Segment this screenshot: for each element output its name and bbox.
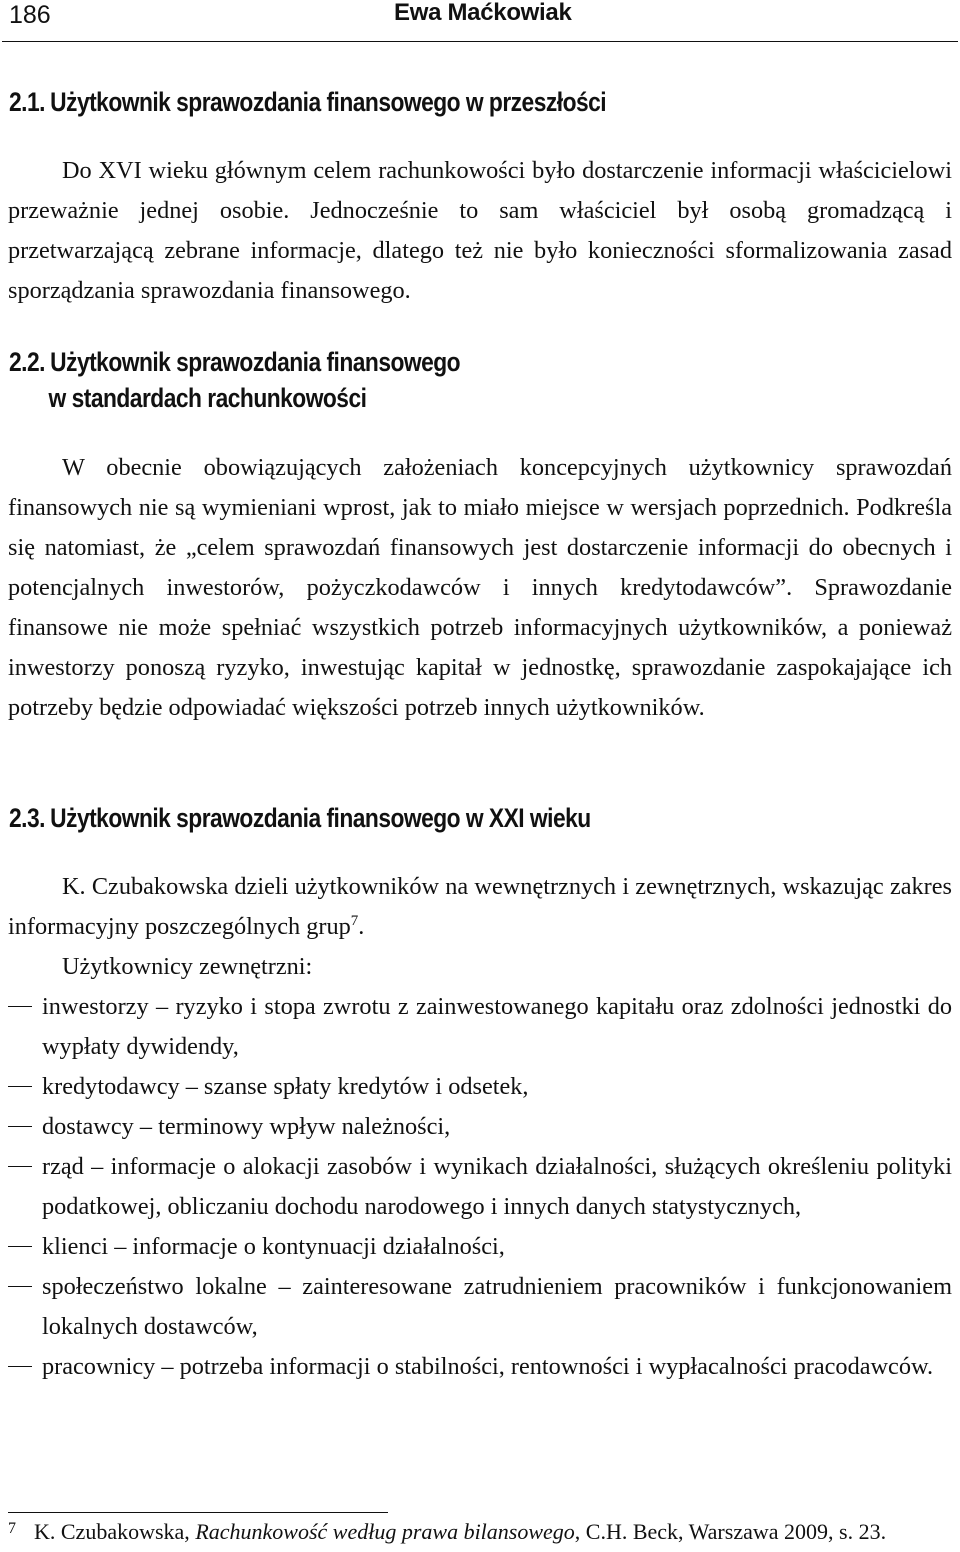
footnote-rest: , C.H. Beck, Warszawa 2009, s. 23. bbox=[574, 1519, 887, 1544]
section-number: 2.2. bbox=[9, 347, 45, 377]
dash-bullet bbox=[8, 1086, 32, 1087]
section-title: Użytkownik sprawozdania finansowego w przeszłości bbox=[50, 87, 607, 117]
section-number: 2.3. bbox=[9, 803, 45, 833]
paragraph-2-3 bbox=[8, 867, 952, 987]
list-item-text: klienci – informacje o kontynuacji działalności, bbox=[42, 1233, 505, 1260]
list-item bbox=[8, 1067, 952, 1107]
footnote-reference[interactable]: 7 bbox=[350, 912, 359, 929]
dash-bullet bbox=[8, 1286, 32, 1287]
running-head bbox=[0, 0, 960, 44]
dash-bullet bbox=[8, 1006, 32, 1007]
list-item-text: rząd – informacje o alokacji zasobów i wynikach działalności, służących określeniu polityki podatkowej, obliczaniu dochodu narodowego i innych danych statystycznych, bbox=[42, 1153, 952, 1220]
footnote-author: K. Czubakowska, bbox=[34, 1519, 196, 1544]
external-users-list bbox=[8, 987, 952, 1387]
paragraph-text: Do XVI wieku głównym celem rachunkowości było dostarczenie informacji właścicielowi przeważnie jednej osobie. Jednocześnie to sam właściciel był osobą gromadzącą i przetwarzającą zebrane informacje, dlatego też nie było konieczności sformalizowania zasad sporządzania sprawozdania finansowego. bbox=[8, 157, 952, 304]
dash-bullet bbox=[8, 1166, 32, 1167]
dash-bullet bbox=[8, 1366, 32, 1367]
section-number: 2.1. bbox=[9, 87, 45, 117]
list-item bbox=[8, 1267, 952, 1347]
footnote-title: Rachunkowość według prawa bilansowego bbox=[195, 1519, 575, 1544]
list-intro: Użytkownicy zewnętrzni: bbox=[62, 953, 313, 980]
list-item-text: dostawcy – terminowy wpływ należności, bbox=[42, 1113, 451, 1140]
page-number: 186 bbox=[9, 1, 51, 29]
list-item-text: pracownicy – potrzeba informacji o stabilności, rentowności i wypłacalności pracodawców. bbox=[42, 1353, 934, 1380]
section-heading-2-1 bbox=[9, 84, 606, 120]
paragraph-2-1 bbox=[8, 151, 952, 311]
dash-bullet bbox=[8, 1126, 32, 1127]
section-title-line2: w standardach rachunkowości bbox=[48, 383, 367, 413]
list-item bbox=[8, 1227, 952, 1267]
section-title: Użytkownik sprawozdania finansowego w XXI wieku bbox=[50, 803, 591, 833]
footnote-rule bbox=[8, 1512, 388, 1513]
list-item bbox=[8, 1107, 952, 1147]
list-item bbox=[8, 987, 952, 1067]
section-heading-2-3 bbox=[9, 800, 591, 836]
list-item bbox=[8, 1347, 952, 1387]
list-item-text: społeczeństwo lokalne – zainteresowane zatrudnieniem pracowników i funkcjonowaniem lokalnych dostawców, bbox=[42, 1273, 952, 1340]
section-heading-2-2 bbox=[9, 344, 460, 416]
footnote-mark: 7 bbox=[8, 1520, 16, 1537]
list-item-text: kredytodawcy – szanse spłaty kredytów i odsetek, bbox=[42, 1073, 529, 1100]
paragraph-end: . bbox=[358, 913, 365, 940]
running-head-author: Ewa Maćkowiak bbox=[394, 0, 572, 26]
list-item-text: inwestorzy – ryzyko i stopa zwrotu z zainwestowanego kapitału oraz zdolności jednostki do wypłaty dywidendy, bbox=[42, 993, 952, 1060]
dash-bullet bbox=[8, 1246, 32, 1247]
section-title-line1: Użytkownik sprawozdania finansowego bbox=[50, 347, 461, 377]
list-item bbox=[8, 1147, 952, 1227]
footnote bbox=[8, 1517, 952, 1550]
paragraph-2-2 bbox=[8, 448, 952, 728]
header-rule bbox=[2, 41, 958, 42]
paragraph-text: K. Czubakowska dzieli użytkowników na wewnętrznych i zewnętrznych, wskazując zakres informacyjny poszczególnych grup bbox=[8, 873, 952, 940]
paragraph-text: W obecnie obowiązujących założeniach koncepcyjnych użytkownicy sprawozdań finansowych nie są wymieniani wprost, jak to miało miejsce w wersjach poprzednich. Podkreśla się natomiast, że „celem sprawozdań finansowych jest dostarczenie informacji do obecnych i potencjalnych inwestorów, pożyczkodawców i innych kredytodawców”. Sprawozdanie finansowe nie może spełniać wszystkich potrzeb informacyjnych użytkowników, a ponieważ inwestorzy ponoszą ryzyko, inwestując kapitał w jednostkę, sprawozdanie zaspokajające ich potrzeby będzie odpowiadać większości potrzeb innych użytkowników. bbox=[8, 454, 952, 721]
